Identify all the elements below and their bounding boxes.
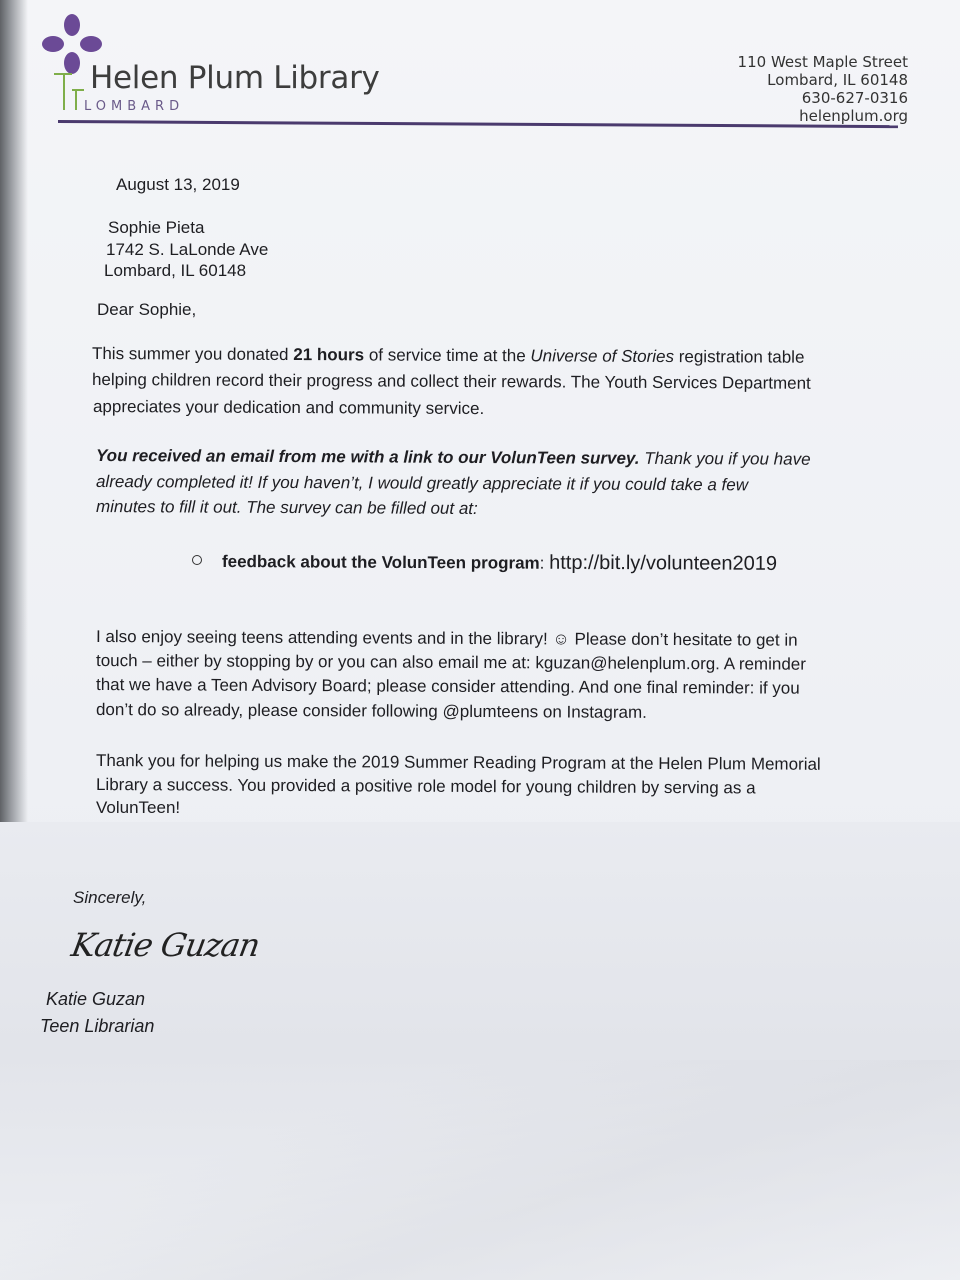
letterhead-address	[738, 53, 908, 125]
handwritten-signature: Katie Guzan	[68, 926, 263, 964]
para3-line2: touch – either by stopping by or you can also email me at: kguzan@helenplum.org. A reminder	[95, 651, 806, 674]
recipient-name: Sophie Pieta	[108, 218, 205, 237]
survey-link-sep: :	[539, 553, 550, 573]
program-name: Universe of Stories	[530, 346, 675, 367]
signer-title: Teen Librarian	[40, 1016, 155, 1036]
para4-line3: VolunTeen!	[96, 798, 181, 817]
para2-line1	[96, 446, 811, 470]
para3-line3: that we have a Teen Advisory Board; please consider attending. And one final reminder: if you	[95, 675, 800, 698]
para4-line2: Library a success. You provided a positive role model for young children by serving as a	[95, 775, 756, 798]
para1-line1	[92, 344, 805, 368]
address-city: Lombard, IL 60148	[767, 71, 908, 89]
address-website: helenplum.org	[799, 107, 908, 125]
address-street: 110 West Maple Street	[737, 53, 908, 71]
para2-line3: minutes to fill it out. The survey can be filled out at:	[95, 497, 478, 518]
survey-link-label: feedback about the VolunTeen program	[221, 552, 540, 573]
para4-line1: Thank you for helping us make the 2019 Summer Reading Program at the Helen Plum Memorial	[95, 751, 821, 774]
recipient-street: 1742 S. LaLonde Ave	[106, 240, 269, 259]
salutation: Dear Sophie,	[97, 300, 197, 319]
para1-line2: helping children record their progress and collect their rewards. The Youth Services Department	[91, 370, 811, 393]
survey-url-link[interactable]: http://bit.ly/volunteen2019	[549, 551, 778, 575]
survey-link-line	[222, 550, 777, 576]
recipient-city: Lombard, IL 60148	[104, 261, 247, 280]
para1-text-b: of service time at the	[364, 345, 531, 366]
library-location: LOMBARD	[84, 99, 185, 114]
service-hours: 21 hours	[293, 345, 365, 365]
bullet-icon	[192, 555, 202, 565]
closing: Sincerely,	[73, 888, 147, 907]
para2-rest: Thank you if you have	[639, 448, 811, 469]
para2-bold: You received an email from me with a link to our VolunTeen survey.	[95, 446, 640, 468]
address-phone: 630-627-0316	[801, 89, 908, 107]
para1-text-c: registration table	[673, 347, 805, 367]
para2-line2: already completed it! If you haven’t, I would greatly appreciate it if you could take a few	[95, 472, 749, 495]
para3-line4: don’t do so already, please consider following @plumteens on Instagram.	[95, 700, 647, 722]
letter-date: August 13, 2019	[116, 175, 240, 194]
para1-line3: appreciates your dedication and community service.	[92, 397, 485, 419]
library-name: Helen Plum Library	[90, 60, 380, 96]
signer-name: Katie Guzan	[46, 989, 146, 1009]
para1-text-a: This summer you donated	[91, 344, 294, 365]
paper-shadow	[0, 1060, 960, 1280]
para3-line1: I also enjoy seeing teens attending events and in the library! ☺ Please don’t hesitate to get in	[95, 627, 798, 650]
